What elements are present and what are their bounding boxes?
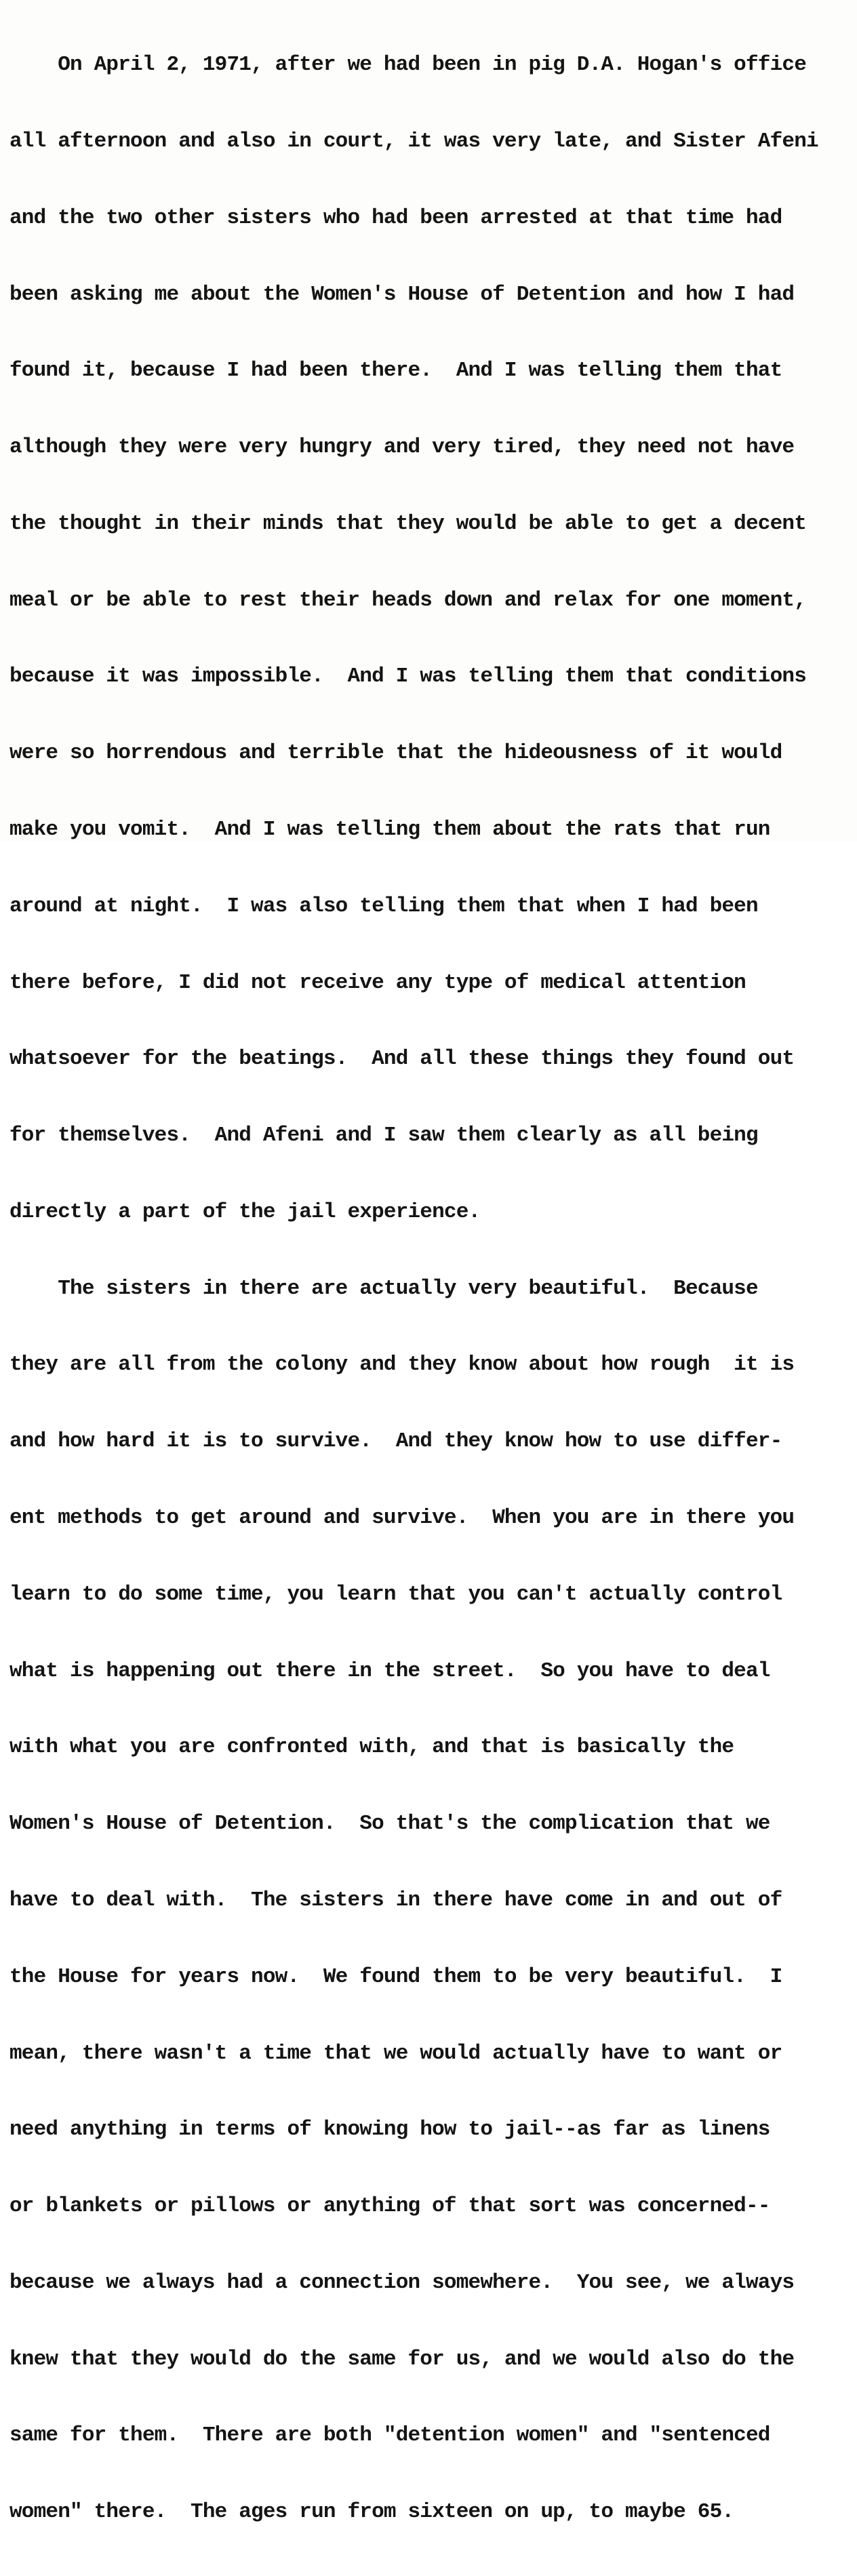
text-line: because it was impossible. And I was telling them that conditions [9, 665, 807, 689]
text-line: mean, there wasn't a time that we would actually have to want or [9, 2041, 782, 2065]
text-line: and the two other sisters who had been arrested at that time had [9, 205, 782, 230]
text-line: directly a part of the jail experience. [9, 1200, 481, 1224]
text-line: they are all from the colony and they know about how rough it is [9, 1353, 795, 1377]
text-line: were so horrendous and terrible that the hideousness of it would [9, 741, 782, 766]
text-line: whatsoever for the beatings. And all these things they found out [9, 1047, 795, 1071]
text-line: found it, because I had been there. And I was telling them that [9, 359, 782, 383]
text-line: because we always had a connection somewhere. You see, we always [9, 2270, 795, 2295]
text-line: and how hard it is to survive. And they know how to use differ- [9, 1429, 782, 1454]
text-line: around at night. I was also telling them that when I had been [9, 894, 758, 918]
text-line: need anything in terms of knowing how to jail--as far as linens [9, 2118, 770, 2142]
text-line: although they were very hungry and very tired, they need not have [9, 435, 795, 460]
text-line: with what you are confronted with, and that is basically the [9, 1735, 734, 1760]
text-line: there before, I did not receive any type of medical attention [9, 970, 746, 995]
typewritten-text [9, 1, 857, 2576]
text-line: for themselves. And Afeni and I saw them clearly as all being [9, 1124, 758, 1148]
text-line: same for them. There are both "detention women" and "sentenced [9, 2423, 770, 2448]
text-line: all afternoon and also in court, it was very late, and Sister Afeni [9, 129, 818, 153]
text-line: The sisters in there are actually very beautiful. Because [9, 1276, 758, 1301]
text-line: the thought in their minds that they would be able to get a decent [9, 511, 807, 536]
text-line: have to deal with. The sisters in there have come in and out of [9, 1888, 782, 1912]
text-line: the House for years now. We found them to be very beautiful. I [9, 1964, 782, 1989]
text-line: knew that they would do the same for us, and we would also do the [9, 2347, 795, 2371]
text-line: Women's House of Detention. So that's the complication that we [9, 1812, 770, 1836]
text-line: On April 2, 1971, after we had been in pig D.A. Hogan's office [9, 53, 807, 77]
text-line: women" there. The ages run from sixteen on up, to maybe 65. [9, 2500, 734, 2524]
text-line: what is happening out there in the street. So you have to deal [9, 1659, 770, 1683]
text-line: make you vomit. And I was telling them about the rats that run [9, 818, 770, 841]
text-line: or blankets or pillows or anything of that sort was concerned-- [9, 2194, 770, 2219]
text-line: learn to do some time, you learn that you can't actually control [9, 1582, 782, 1606]
text-line: ent methods to get around and survive. When you are in there you [9, 1506, 795, 1530]
text-line: been asking me about the Women's House of Detention and how I had [9, 282, 795, 306]
text-line: meal or be able to rest their heads down and relax for one moment, [9, 588, 807, 612]
